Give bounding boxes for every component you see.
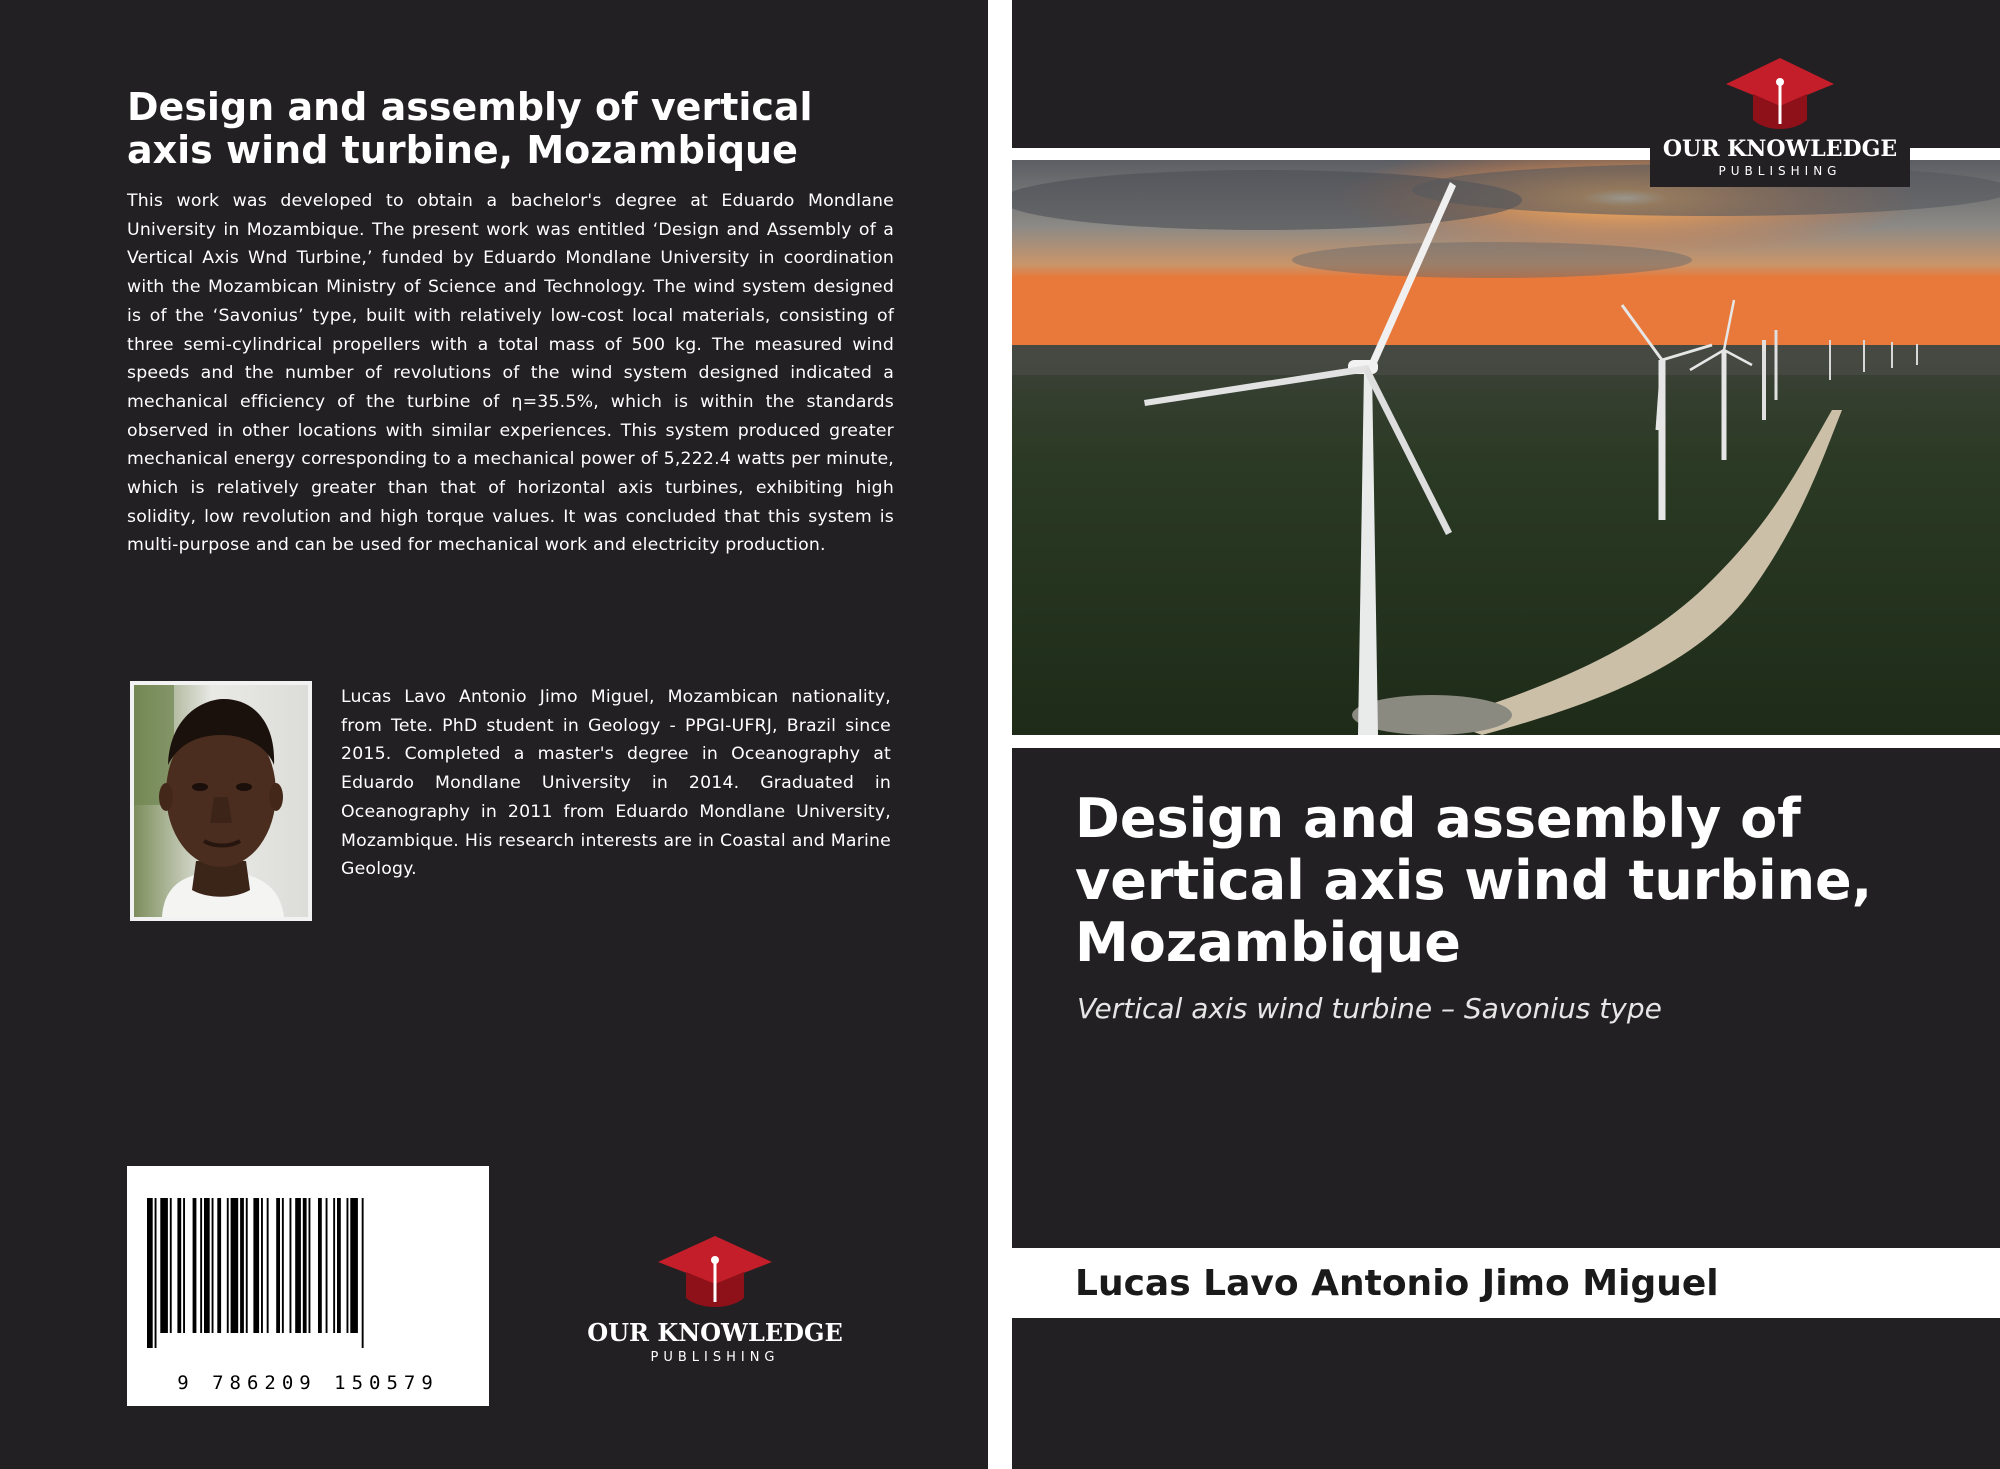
back-cover-title: Design and assembly of vertical axis wind turbine, Mozambique [127,85,813,172]
barcode-bar [276,1198,280,1333]
publisher-sub: PUBLISHING [1718,164,1842,178]
barcode-bar [326,1198,328,1333]
publisher-sub: PUBLISHING [650,1350,780,1365]
barcode-bar [261,1198,263,1333]
barcode-bar [212,1198,214,1333]
barcode-bar [160,1198,168,1333]
front-cover-title: Design and assembly of vertical axis wind turbine, Mozambique [1075,787,1873,974]
barcode-bar [246,1198,248,1333]
book-description: This work was developed to obtain a bachelor's degree at Eduardo Mondlane University in Mozambique. The present work was entitled ‘Design and Assembly of a Vertical Axis Wnd Turbine,’ funded by Eduardo Mondlane University in coordination with the Mozambican Ministry of Science and Technology. The wind system designed is of the ‘Savonius’ type, built with relatively low-cost local materials, consisting of three semi-cylindrical propellers with a total mass of 500 kg. The measured wind speeds and the number of revolutions of the wind system designed indicated a mechanical efficiency of the turbine of η=35.5%, which is within the standards observed in other locations with similar experiences. This system produced greater mechanical energy corresponding to a mechanical power of 5,222.4 watts per minute, which is relatively greater than that of horizontal axis turbines, exhibiting high solidity, low revolution and high torque values. It was concluded that this system is multi-purpose and can be used for mechanical work and electricity production. [127,191,894,556]
barcode-bar [231,1198,239,1333]
front-cover-author: Lucas Lavo Antonio Jimo Miguel [1075,1263,1719,1304]
barcode-bar [267,1198,269,1333]
publisher-logo-front [1650,50,1910,187]
mortarboard-icon [580,1232,850,1312]
barcode-bars [127,1188,489,1388]
barcode-bar [350,1198,358,1333]
barcode-bar [177,1198,181,1333]
front-cover-subtitle: Vertical axis wind turbine – Savonius type [1077,992,1662,1025]
barcode-bar [290,1198,292,1333]
barcode-bar [217,1198,221,1333]
barcode-bar [240,1198,244,1333]
author-bio: Lucas Lavo Antonio Jimo Miguel, Mozambican nationality, from Tete. PhD student in Geology - PPGI-UFRJ, Brazil since 2015. Completed a master's degree in Oceanography at Eduardo Mondlane University in 2014. Graduated in Oceanography in 2011 from Eduardo Mondlane University, Mozambique. His research interests are in Coastal and Marine Geology. [341,687,891,880]
barcode-bar [337,1198,341,1333]
publisher-name: OUR KNOWLEDGE [1662,136,1898,162]
isbn-barcode [127,1166,489,1406]
front-cover-bottom-band [1012,1318,2000,1469]
barcode-bar [253,1198,259,1333]
barcode-bar [282,1198,284,1333]
barcode-bar [309,1198,311,1333]
barcode-bar [303,1198,307,1333]
publisher-logo-back [580,1232,850,1365]
barcode-bar [200,1198,202,1333]
barcode-bar [318,1198,322,1333]
barcode-bar [147,1198,153,1348]
barcode-bar [183,1198,185,1333]
barcode-bar [193,1198,197,1333]
publisher-name: OUR KNOWLEDGE [587,1318,843,1347]
barcode-bar [170,1198,172,1333]
barcode-bar [333,1198,335,1333]
isbn-digits: 9 786209 150579 [177,1372,439,1394]
barcode-bar [347,1198,349,1333]
barcode-bar [204,1198,210,1333]
barcode-bar [295,1198,301,1333]
barcode-bar [227,1198,229,1333]
barcode-bar [155,1198,157,1348]
cover-photo-wind-farm [1012,160,2000,735]
author-photo [130,681,312,921]
barcode-bar [362,1198,364,1348]
mortarboard-icon [1650,50,1910,132]
